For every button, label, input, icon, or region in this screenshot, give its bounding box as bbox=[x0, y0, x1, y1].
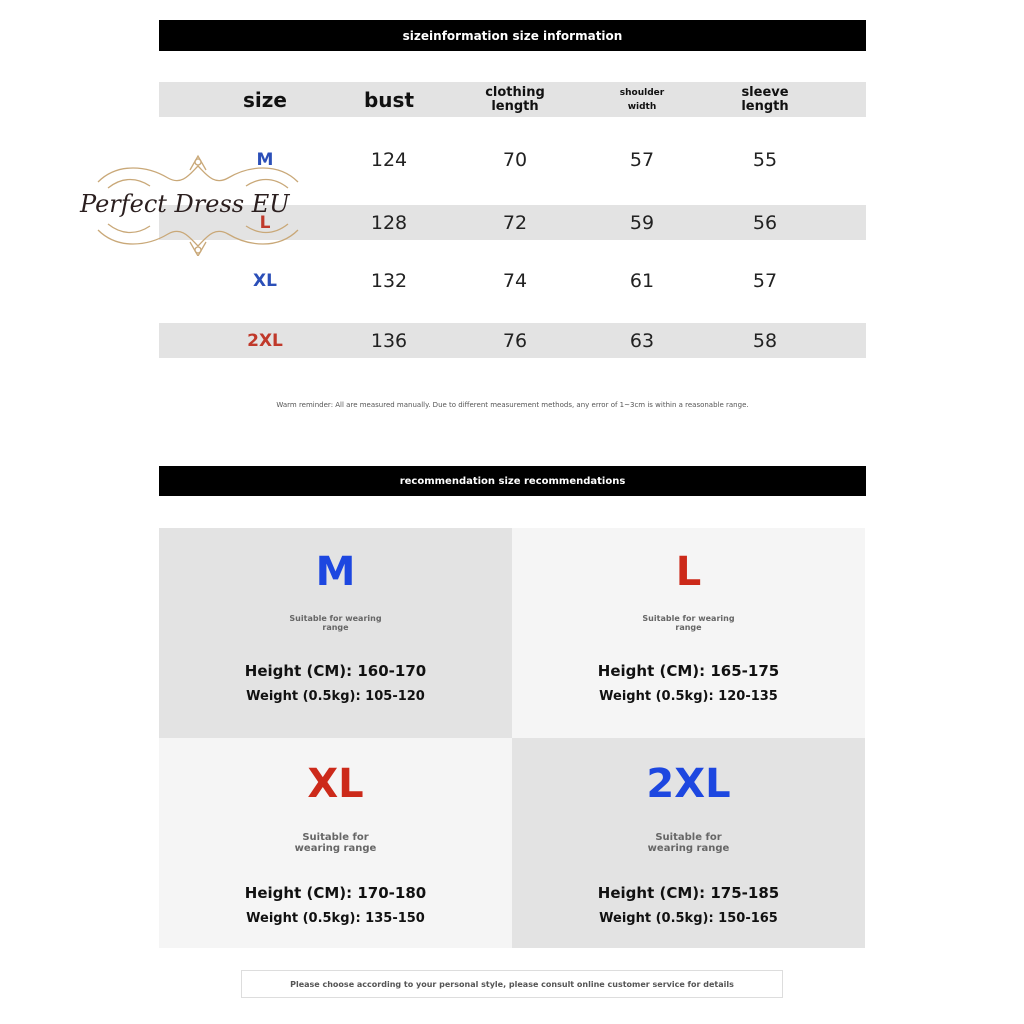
recommendation-banner: recommendation size recommendations bbox=[159, 466, 866, 496]
tile-suitable-text: Suitable for wearing range bbox=[294, 832, 377, 854]
table-row bbox=[159, 263, 866, 299]
tile-height-range: Height (CM): 160-170 bbox=[244, 662, 427, 680]
recommendation-tile-m bbox=[159, 528, 512, 738]
tile-suitable-text: Suitable for wearing range bbox=[289, 614, 382, 632]
length-value: 74 bbox=[502, 270, 528, 292]
tile-suitable-text: Suitable for wearing range bbox=[642, 614, 735, 632]
tile-height-range: Height (CM): 170-180 bbox=[244, 884, 427, 902]
bust-value: 128 bbox=[370, 211, 408, 234]
watermark-text: Perfect Dress EU bbox=[80, 190, 290, 218]
size-label: M bbox=[256, 150, 274, 170]
tile-height-range: Height (CM): 175-185 bbox=[597, 884, 780, 902]
sleeve-value: 57 bbox=[752, 270, 778, 292]
tile-size-label: 2XL bbox=[646, 761, 731, 807]
header-sleeve-length: sleeve length bbox=[741, 84, 789, 114]
tile-size-label: L bbox=[675, 549, 702, 595]
sleeve-value: 56 bbox=[752, 211, 778, 234]
tile-size-label: XL bbox=[307, 761, 364, 807]
table-row bbox=[159, 323, 866, 358]
bust-value: 132 bbox=[370, 270, 408, 292]
shoulder-value: 57 bbox=[629, 149, 655, 171]
shoulder-value: 63 bbox=[629, 329, 655, 352]
consult-note: Please choose according to your personal style, please consult online customer service for details bbox=[241, 970, 783, 998]
recommendation-tile-l bbox=[512, 528, 865, 738]
header-shoulder-width: shoulder width bbox=[619, 87, 665, 112]
tile-weight-range: Weight (0.5kg): 120-135 bbox=[599, 689, 778, 704]
tile-suitable-text: Suitable for wearing range bbox=[647, 832, 730, 854]
header-bust: bust bbox=[363, 87, 415, 112]
tile-weight-range: Weight (0.5kg): 150-165 bbox=[599, 911, 778, 926]
size-label: L bbox=[259, 212, 271, 233]
length-value: 70 bbox=[502, 149, 528, 171]
size-label: 2XL bbox=[247, 330, 283, 351]
tile-height-range: Height (CM): 165-175 bbox=[597, 662, 780, 680]
header-size: size bbox=[243, 87, 287, 112]
bust-value: 124 bbox=[370, 149, 408, 171]
size-table-header bbox=[159, 82, 866, 117]
header-clothing-length: clothing length bbox=[485, 84, 545, 114]
length-value: 76 bbox=[502, 329, 528, 352]
length-value: 72 bbox=[502, 211, 528, 234]
shoulder-value: 59 bbox=[629, 211, 655, 234]
bust-value: 136 bbox=[370, 329, 408, 352]
tile-weight-range: Weight (0.5kg): 105-120 bbox=[246, 689, 425, 704]
recommendation-tile-2xl bbox=[512, 738, 865, 948]
shoulder-value: 61 bbox=[629, 270, 655, 292]
sleeve-value: 58 bbox=[752, 329, 778, 352]
tile-size-label: M bbox=[315, 549, 356, 595]
measurement-reminder: Warm reminder: All are measured manually. Due to different measurement methods, any error of 1~3cm is within a reasonable range. bbox=[276, 401, 749, 409]
size-information-banner: sizeinformation size information bbox=[159, 20, 866, 51]
recommendation-tile-xl bbox=[159, 738, 512, 948]
size-label: XL bbox=[253, 271, 277, 291]
sleeve-value: 55 bbox=[752, 149, 778, 171]
tile-weight-range: Weight (0.5kg): 135-150 bbox=[246, 911, 425, 926]
